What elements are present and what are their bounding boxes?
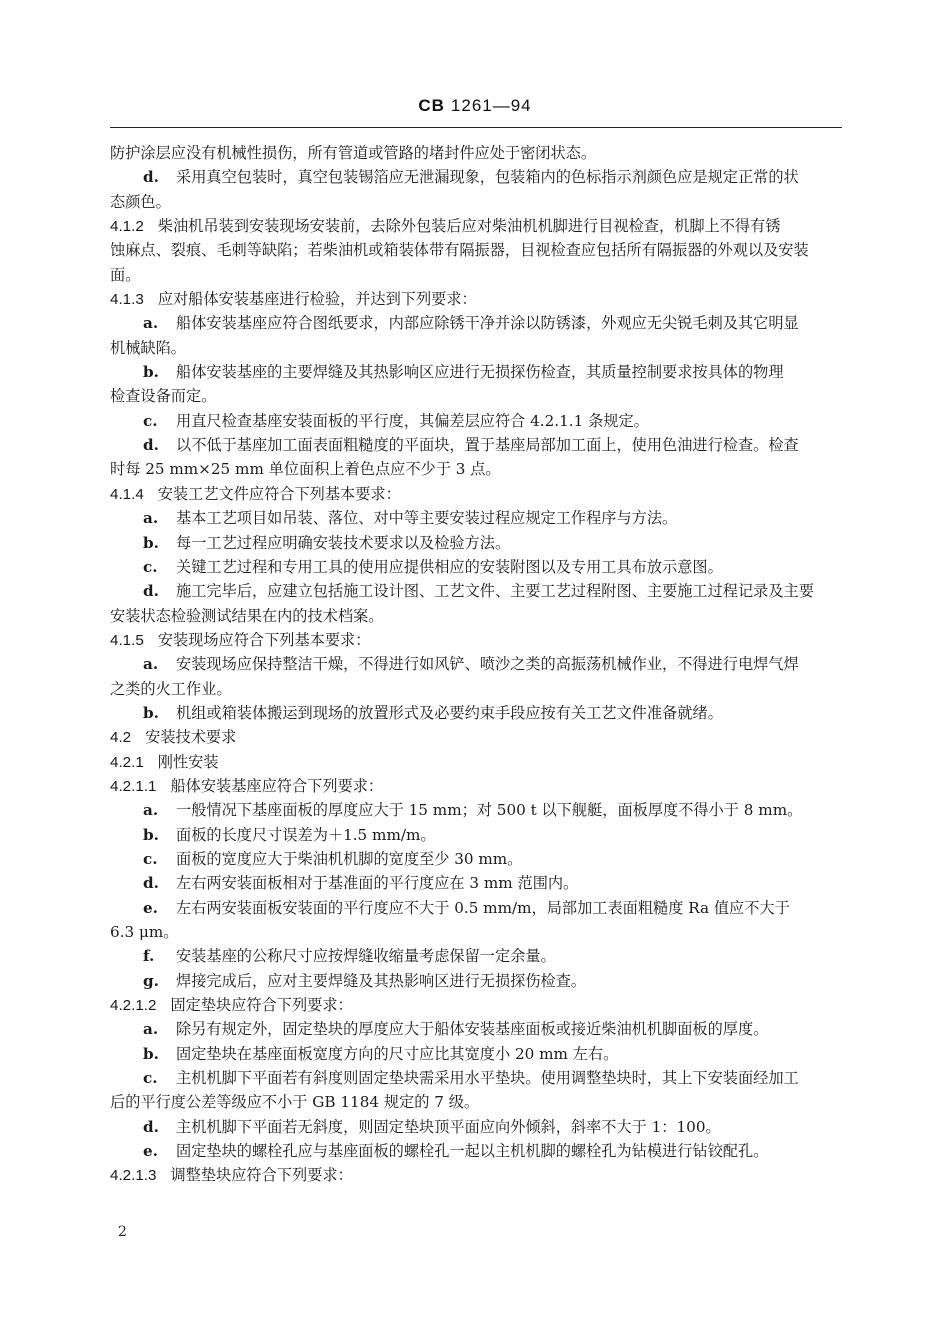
- item-label: c.: [143, 849, 158, 868]
- line-text: 刚性安装: [157, 752, 219, 771]
- document-body: [110, 141, 842, 1188]
- line-text: 左右两安装面板安装面的平行度应不大于 0.5 mm/m，局部加工表面粗糙度 Ra 值应不大于: [176, 898, 790, 917]
- list-item-line: [110, 555, 842, 579]
- list-item-line: [110, 433, 842, 457]
- list-item-line: [110, 1139, 842, 1163]
- section-number: 4.1.5: [110, 631, 144, 649]
- line-text: 基本工艺项目如吊装、落位、对中等主要安装过程应规定工作程序与方法。: [176, 509, 678, 528]
- line-text: 安装现场应符合下列基本要求：: [157, 630, 371, 649]
- item-label: b.: [143, 363, 159, 382]
- line-text: 6.3 μm。: [110, 923, 179, 941]
- list-item-line: [110, 1017, 842, 1041]
- standard-number: 1261—94: [450, 96, 532, 115]
- section-number: 4.2.1.1: [110, 777, 157, 795]
- item-label: d.: [143, 436, 159, 455]
- item-label: d.: [143, 874, 159, 893]
- text-line: [110, 1090, 842, 1114]
- line-text: 采用真空包装时，真空包装锡箔应无泄漏现象，包装箱内的色标指示剂颜色应是规定正常的状: [176, 168, 799, 187]
- line-text: 施工完毕后，应建立包括施工设计图、工艺文件、主要工艺过程附图、主要施工过程记录及主要: [176, 582, 814, 601]
- section-heading-line: [110, 993, 842, 1017]
- line-text: 柴油机吊装到安装现场安装前，去除外包装后应对柴油机机脚进行目视检查，机脚上不得有锈: [157, 217, 781, 236]
- item-label: c.: [143, 1069, 158, 1088]
- section-number: 4.2.1.2: [110, 997, 157, 1015]
- line-text: 安装现场应保持整洁干燥，不得进行如风铲、喷沙之类的高振荡机械作业，不得进行电焊气焊: [176, 655, 799, 674]
- item-label: e.: [143, 1142, 158, 1161]
- item-label: b.: [143, 533, 159, 552]
- text-line: [110, 677, 842, 701]
- list-item-line: [110, 165, 842, 189]
- item-label: g.: [143, 971, 159, 990]
- section-number: 4.2: [110, 729, 132, 747]
- line-text: 机械缺陷。: [110, 338, 186, 357]
- item-label: d.: [143, 582, 159, 601]
- item-label: e.: [143, 898, 158, 917]
- list-item-line: [110, 847, 842, 871]
- line-text: 每一工艺过程应明确安装技术要求以及检验方法。: [176, 533, 511, 552]
- standard-code: CB: [418, 96, 445, 115]
- list-item-line: [110, 1115, 842, 1139]
- line-text: 船体安装基座的主要焊缝及其热影响区应进行无损探伤检查，其质量控制要求按具体的物理: [176, 363, 784, 382]
- line-text: 机组或箱装体搬运到现场的放置形式及必要约束手段应按有关工艺文件准备就绪。: [176, 703, 723, 722]
- section-heading-line: [110, 1163, 842, 1187]
- item-label: a.: [143, 1020, 159, 1039]
- line-text: 船体安装基座应符合下列要求：: [170, 776, 384, 795]
- list-item-line: [110, 311, 842, 335]
- list-item-line: [110, 579, 842, 603]
- text-line: [110, 384, 842, 408]
- list-item-line: [110, 652, 842, 676]
- item-label: f.: [143, 947, 155, 966]
- line-text: 固定垫块在基座面板宽度方向的尺寸应比其宽度小 20 mm 左右。: [176, 1044, 619, 1063]
- line-text: 面。: [110, 265, 141, 284]
- text-line: [110, 604, 842, 628]
- line-text: 应对船体安装基座进行检验，并达到下列要求：: [157, 290, 477, 309]
- line-text: 除另有规定外，固定垫块的厚度应大于船体安装基座面板或接近柴油机机脚面板的厚度。: [176, 1020, 769, 1039]
- line-text: 左右两安装面板相对于基准面的平行度应在 3 mm 范围内。: [176, 874, 579, 893]
- text-line: [110, 238, 842, 262]
- line-text: 面板的宽度应大于柴油机机脚的宽度至少 30 mm。: [176, 849, 523, 868]
- section-heading-line: [110, 774, 842, 798]
- item-label: d.: [143, 168, 159, 187]
- item-label: c.: [143, 411, 158, 430]
- list-item-line: [110, 871, 842, 895]
- item-label: a.: [143, 801, 159, 820]
- list-item-line: [110, 896, 842, 920]
- list-item-line: [110, 969, 842, 993]
- line-text: 安装技术要求: [145, 728, 237, 747]
- line-text: 调整垫块应符合下列要求：: [170, 1166, 353, 1185]
- section-number: 4.2.1: [110, 753, 144, 771]
- text-line: [110, 141, 842, 165]
- list-item-line: [110, 531, 842, 555]
- item-label: b.: [143, 825, 159, 844]
- line-text: 用直尺检查基座安装面板的平行度，其偏差层应符合 4.2.1.1 条规定。: [176, 411, 649, 430]
- item-label: a.: [143, 655, 159, 674]
- section-heading-line: [110, 628, 842, 652]
- item-label: d.: [143, 1117, 159, 1136]
- text-line: [110, 920, 842, 944]
- section-heading-line: [110, 214, 842, 238]
- section-number: 4.2.1.3: [110, 1167, 157, 1185]
- section-number: 4.1.2: [110, 218, 144, 236]
- line-text: 安装基座的公称尺寸应按焊缝收缩量考虑保留一定余量。: [176, 947, 556, 966]
- item-label: b.: [143, 703, 159, 722]
- line-text: 以不低于基座加工面表面粗糙度的平面块，置于基座局部加工面上，使用色油进行检查。检查: [176, 436, 799, 455]
- list-item-line: [110, 944, 842, 968]
- line-text: 面板的长度尺寸误差为＋1.5 mm/m。: [176, 825, 436, 844]
- line-text: 安装状态检验测试结果在内的技术档案。: [110, 606, 384, 625]
- line-text: 一般情况下基座面板的厚度应大于 15 mm；对 500 t 以下舰艇，面板厚度不得小于 8 mm。: [176, 801, 803, 820]
- line-text: 固定垫块应符合下列要求：: [170, 996, 353, 1015]
- list-item-line: [110, 798, 842, 822]
- line-text: 安装工艺文件应符合下列基本要求：: [157, 484, 401, 503]
- section-heading-line: [110, 725, 842, 749]
- line-text: 焊接完成后，应对主要焊缝及其热影响区进行无损探伤检查。: [176, 971, 587, 990]
- list-item-line: [110, 1066, 842, 1090]
- text-line: [110, 457, 842, 481]
- line-text: 关键工艺过程和专用工具的使用应提供相应的安装附图以及专用工具布放示意图。: [176, 557, 723, 576]
- list-item-line: [110, 360, 842, 384]
- line-text: 船体安装基座应符合图纸要求，内部应除锈干净并涂以防锈漆，外观应无尖锐毛刺及其它明显: [176, 314, 799, 333]
- text-line: [110, 263, 842, 287]
- line-text: 固定垫块的螺栓孔应与基座面板的螺栓孔一起以主机机脚的螺栓孔为钻模进行钻铰配孔。: [176, 1142, 769, 1161]
- line-text: 蚀麻点、裂痕、毛刺等缺陷；若柴油机或箱装体带有隔振器，目视检查应包括所有隔振器的外观以及安装: [110, 241, 809, 260]
- line-text: 检查设备而定。: [110, 387, 217, 406]
- item-label: a.: [143, 509, 159, 528]
- line-text: 防护涂层应没有机械性损伤，所有管道或管路的堵封件应处于密闭状态。: [110, 144, 596, 162]
- text-line: [110, 190, 842, 214]
- line-text: 后的平行度公差等级应不小于 GB 1184 规定的 7 级。: [110, 1093, 480, 1112]
- line-text: 态颜色。: [110, 192, 171, 211]
- list-item-line: [110, 701, 842, 725]
- line-text: 主机机脚下平面若无斜度，则固定垫块顶平面应向外倾斜，斜率不大于 1：100。: [176, 1117, 721, 1136]
- list-item-line: [110, 823, 842, 847]
- section-heading-line: [110, 482, 842, 506]
- page-number: 2: [118, 1224, 127, 1240]
- list-item-line: [110, 409, 842, 433]
- text-line: [110, 336, 842, 360]
- section-heading-line: [110, 750, 842, 774]
- line-text: 时每 25 mm×25 mm 单位面积上着色点应不少于 3 点。: [110, 460, 501, 479]
- section-number: 4.1.3: [110, 291, 144, 309]
- list-item-line: [110, 1042, 842, 1066]
- item-label: c.: [143, 557, 158, 576]
- section-number: 4.1.4: [110, 485, 144, 503]
- line-text: 之类的火工作业。: [110, 679, 232, 698]
- header-rule: [110, 127, 842, 128]
- item-label: a.: [143, 314, 159, 333]
- section-heading-line: [110, 287, 842, 311]
- list-item-line: [110, 506, 842, 530]
- item-label: b.: [143, 1044, 159, 1063]
- line-text: 主机机脚下平面若有斜度则固定垫块需采用水平垫块。使用调整垫块时，其上下安装面经加工: [176, 1069, 799, 1088]
- page-header: [0, 96, 950, 116]
